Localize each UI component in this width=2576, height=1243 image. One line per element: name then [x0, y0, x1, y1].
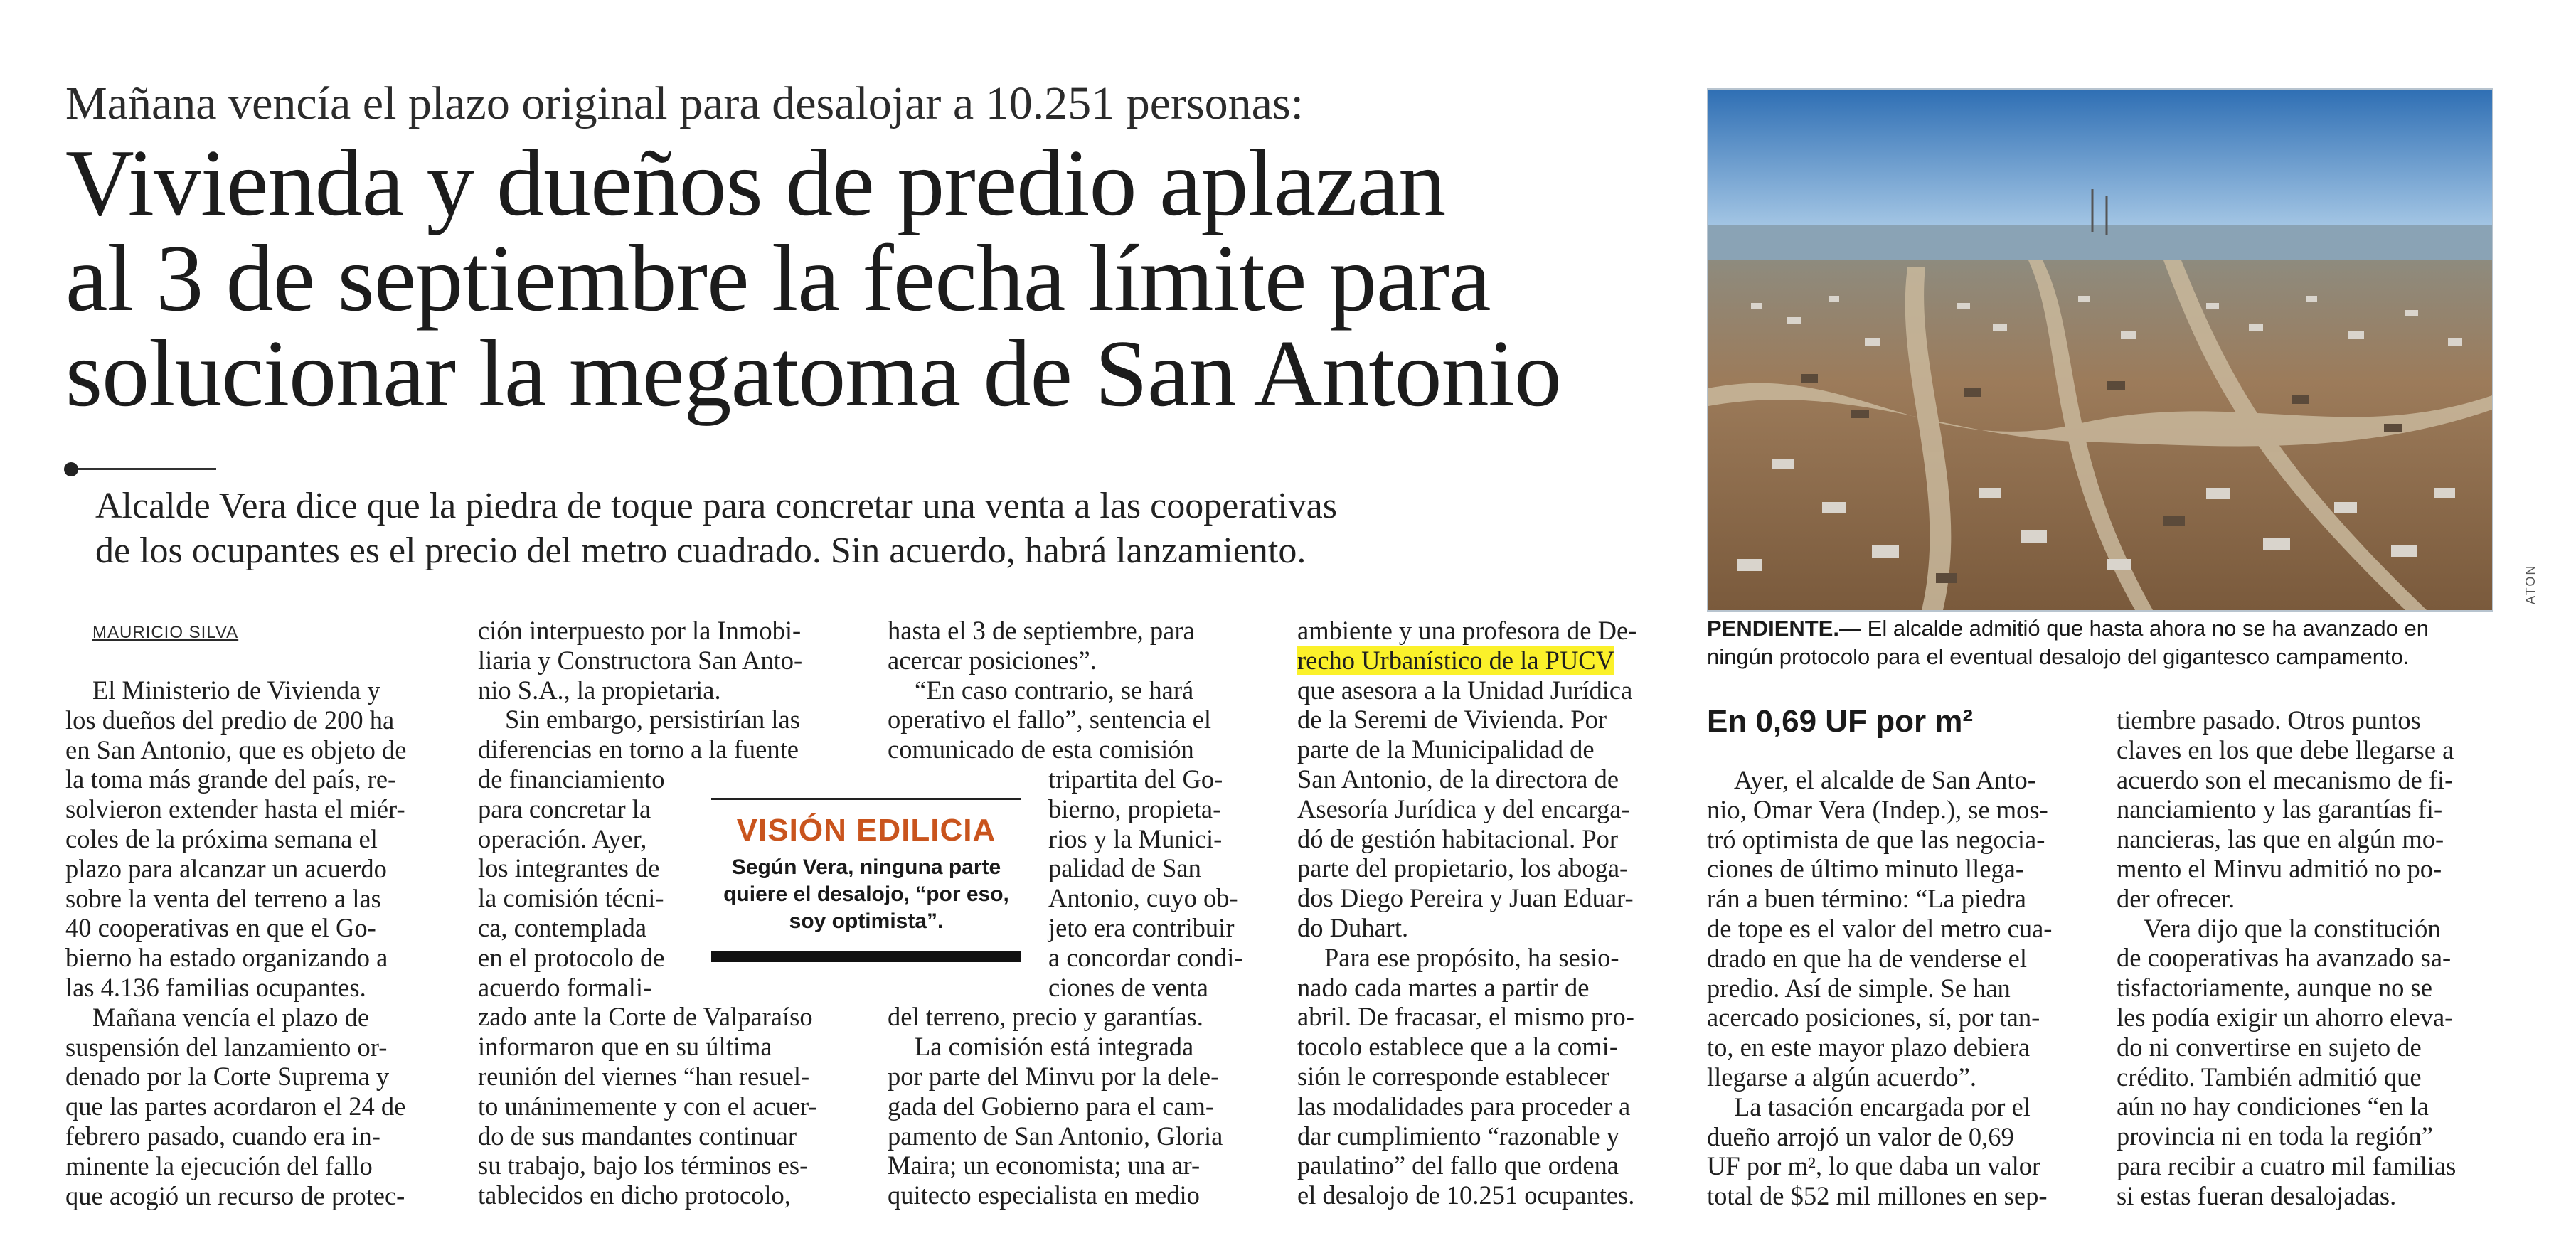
text-line: quitecto especialista en medio: [888, 1180, 1200, 1210]
text-line: gada del Gobierno para el cam-: [888, 1091, 1215, 1121]
text-line: dueño arrojó un valor de 0,69: [1707, 1121, 2014, 1151]
caption-label: PENDIENTE.—: [1707, 616, 1862, 641]
text-line: paulatino” del fallo que ordena: [1297, 1151, 1619, 1180]
text-line: nancieras, las que en algún mo-: [2117, 824, 2444, 854]
text-line: a concordar condi-: [1048, 942, 1243, 972]
text-line: nado cada martes a partir de: [1297, 972, 1590, 1002]
column-6: [2117, 705, 2493, 1211]
text-line: minente la ejecución del fallo: [65, 1151, 373, 1180]
pull-quote-title: VISIÓN EDILICIA: [736, 813, 996, 848]
column-4: [1297, 616, 1674, 1210]
text-line: to unánimemente y con el acuer-: [478, 1091, 817, 1121]
pull-quote: [711, 798, 1021, 962]
column-1: [65, 676, 441, 1210]
text-line: Maira; un economista; una ar-: [888, 1151, 1201, 1180]
text-line: nio, Omar Vera (Indep.), se mos-: [1707, 794, 2048, 824]
text-line: el desalojo de 10.251 ocupantes.: [1297, 1180, 1635, 1210]
text-line: acercar posiciones”.: [888, 645, 1097, 675]
pull-quote-text: [711, 854, 1021, 935]
text-line: sobre la venta del terreno a las: [65, 883, 381, 913]
text-line: dó de gestión habitacional. Por: [1297, 823, 1619, 853]
text-line: La tasación encargada por el: [1734, 1092, 2031, 1121]
text-line: tisfactoriamente, aunque no se: [2117, 973, 2432, 1003]
text-line: suspensión del lanzamiento or-: [65, 1032, 388, 1062]
text-line: acuerdo son el mecanismo de fi-: [2117, 764, 2454, 794]
text-line: sión le corresponde establecer: [1297, 1061, 1609, 1091]
headline-line: al 3 de septiembre la fecha límite para: [65, 225, 1491, 331]
text-line-highlighted: [1297, 646, 1674, 676]
text-line: mento el Minvu admitió no po-: [2117, 853, 2442, 883]
caption-line: [1707, 614, 2491, 643]
text-line: do ni convertirse en sujeto de: [2117, 1032, 2422, 1062]
text-line: en San Antonio, que es objeto de: [65, 735, 407, 764]
aerial-photo: [1707, 88, 2493, 612]
text-line: zado ante la Corte de Valparaíso: [478, 1002, 813, 1032]
text-line: der ofrecer.: [2117, 883, 2235, 913]
text-line: de financiamiento: [478, 764, 665, 794]
text-line: drado en que ha de venderse el: [1707, 943, 2027, 973]
deck-bullet: [64, 462, 78, 476]
pull-quote-bottom-rule: [711, 951, 1021, 962]
text-line: en el protocolo de: [478, 942, 665, 972]
text-line: tablecidos en dicho protocolo,: [478, 1180, 791, 1210]
text-line: la comisión técni-: [478, 883, 664, 913]
text-line: de tope es el valor del metro cua-: [1707, 913, 2053, 943]
text-line: la toma más grande del país, re-: [65, 764, 397, 794]
text-line: solvieron extender hasta el miér-: [65, 794, 405, 824]
text-line: Para ese propósito, ha sesio-: [1324, 942, 1619, 972]
text-line: predio. Así de simple. Se han: [1707, 973, 2011, 1003]
text-line: ción interpuesto por la Inmobi-: [478, 616, 802, 645]
text-line: de la Seremi de Vivienda. Por: [1297, 705, 1607, 735]
text-line: los integrantes de: [478, 853, 660, 883]
text-line: tiembre pasado. Otros puntos: [2117, 705, 2421, 735]
text-line: liaria y Constructora San Anto-: [478, 645, 803, 675]
text-line: llegarse a algún acuerdo”.: [1707, 1062, 1976, 1092]
text-line: San Antonio, de la directora de: [1297, 764, 1619, 794]
text-line: crédito. También admitió que: [2117, 1062, 2422, 1092]
text-line: bierno, propieta-: [1048, 794, 1222, 823]
text-line: total de $52 mil millones en sep-: [1707, 1181, 2048, 1211]
caption-line: ningún protocolo para el eventual desalojo del gigantesco campamento.: [1707, 644, 2410, 669]
text-line: los dueños del predio de 200 ha: [65, 705, 395, 735]
text-line: tocolo establece que a la comi-: [1297, 1032, 1618, 1062]
text-line: claves en los que debe llegarse a: [2117, 735, 2454, 764]
text-line: “En caso contrario, se hará: [915, 675, 1194, 705]
text-line: ciones de último minuto llega-: [1707, 854, 2025, 884]
text-line: do Duhart.: [1297, 912, 1409, 942]
kicker: Mañana vencía el plazo original para desalojar a 10.251 personas:: [65, 78, 1304, 129]
text-line: informaron que en su última: [478, 1032, 772, 1062]
text-line: to, en este mayor plazo debiera: [1707, 1033, 2031, 1062]
text-line: abril. De fracasar, el mismo pro-: [1297, 1002, 1634, 1032]
pull-quote-line: Según Vera, ninguna parte: [731, 855, 1001, 879]
text-line: rán a buen término: “La piedra: [1707, 884, 2026, 914]
text-line: comunicado de esta comisión: [888, 735, 1194, 764]
text-line: coles de la próxima semana el: [65, 823, 378, 853]
text-line: El Ministerio de Vivienda y: [92, 676, 380, 705]
photo-caption: [1707, 614, 2491, 671]
text-line: les podía exigir un ahorro eleva-: [2117, 1002, 2454, 1032]
text-line: palidad de San: [1048, 853, 1201, 883]
headline: [65, 130, 1744, 426]
text-line: hasta el 3 de septiembre, para: [888, 616, 1195, 645]
byline: MAURICIO SILVA: [92, 623, 239, 642]
text-line: La comisión está integrada: [915, 1032, 1194, 1062]
column-5: [1707, 765, 2084, 1211]
photo-credit: ATON: [2523, 564, 2538, 604]
text-line: para concretar la: [478, 794, 651, 823]
text-line: que acogió un recurso de protec-: [65, 1180, 405, 1210]
text-line: su trabajo, bajo los términos es-: [478, 1151, 809, 1180]
deck: [95, 484, 1724, 573]
headline-line: Vivienda y dueños de predio aplazan: [65, 130, 1446, 235]
text-line: plazo para alcanzar un acuerdo: [65, 853, 387, 883]
pull-quote-top-rule: [711, 798, 1021, 800]
text-line: de cooperativas ha avanzado sa-: [2117, 943, 2452, 973]
deck-line: Alcalde Vera dice que la piedra de toque para concretar una venta a las cooperativas: [95, 486, 1337, 526]
text-line: operativo el fallo”, sentencia el: [888, 705, 1212, 735]
pull-quote-line: quiere el desalojo, “por eso,: [723, 882, 1009, 906]
text-line: aún no hay condiciones “en la: [2117, 1092, 2429, 1121]
text-line: del terreno, precio y garantías.: [888, 1002, 1203, 1032]
text-line: las modalidades para proceder a: [1297, 1091, 1631, 1121]
text-line: para recibir a cuatro mil familias: [2117, 1151, 2457, 1180]
text-line: rios y la Munici-: [1048, 823, 1223, 853]
text-line: acercado posiciones, sí, por tan-: [1707, 1003, 2040, 1033]
text-line: nio S.A., la propietaria.: [478, 675, 721, 705]
text-line: dar cumplimiento “razonable y: [1297, 1121, 1620, 1151]
text-line: denado por la Corte Suprema y: [65, 1062, 390, 1092]
pull-quote-line: soy optimista”.: [789, 909, 944, 933]
caption-text: El alcalde admitió que hasta ahora no se ha avanzado en: [1867, 616, 2429, 641]
text-line: ambiente y una profesora de De-: [1297, 616, 1637, 645]
text-line: las 4.136 familias ocupantes.: [65, 972, 366, 1002]
text-line: tró optimista de que las negocia-: [1707, 824, 2045, 854]
highlight: recho Urbanístico de la PUCV: [1297, 645, 1615, 675]
text-line: que asesora a la Unidad Jurídica: [1297, 675, 1633, 705]
text-line: que las partes acordaron el 24 de: [65, 1092, 406, 1121]
text-line: si estas fueran desalojadas.: [2117, 1180, 2397, 1210]
headline-line: solucionar la megatoma de San Antonio: [65, 321, 1561, 426]
text-line: Asesoría Jurídica y del encarga-: [1297, 794, 1630, 823]
text-line: por parte del Minvu por la dele-: [888, 1061, 1220, 1091]
text-line: ca, contemplada: [478, 912, 647, 942]
text-line: UF por m², lo que daba un valor: [1707, 1151, 2041, 1181]
text-line: do de sus mandantes continuar: [478, 1121, 797, 1151]
text-line: Antonio, cuyo ob-: [1048, 883, 1238, 913]
text-line: nanciamiento y las garantías fi-: [2117, 794, 2443, 824]
text-line: Mañana vencía el plazo de: [92, 1002, 370, 1032]
text-line: 40 cooperativas en que el Go-: [65, 913, 376, 943]
text-line: parte de la Municipalidad de: [1297, 735, 1595, 764]
subhead: En 0,69 UF por m²: [1707, 704, 1974, 739]
text-line: tripartita del Go-: [1048, 764, 1223, 794]
text-line: dos Diego Pereira y Juan Eduar-: [1297, 883, 1634, 913]
text-line: provincia ni en toda la región”: [2117, 1121, 2433, 1151]
text-line: acuerdo formali-: [478, 972, 652, 1002]
photo-illustration: [1708, 90, 2492, 610]
text-line: bierno ha estado organizando a: [65, 943, 388, 973]
text-line: Ayer, el alcalde de San Anto-: [1734, 765, 2036, 794]
text-line: jeto era contribuir: [1048, 912, 1235, 942]
text-line: operación. Ayer,: [478, 823, 647, 853]
text-line: ciones de venta: [1048, 972, 1208, 1002]
text-line: Vera dijo que la constitución: [2144, 913, 2441, 943]
text-line: pamento de San Antonio, Gloria: [888, 1121, 1223, 1151]
text-line: reunión del viernes “han resuel-: [478, 1061, 810, 1091]
text-line: febrero pasado, cuando era in-: [65, 1121, 380, 1151]
deck-rule: [65, 468, 216, 470]
text-line: Sin embargo, persistirían las: [505, 705, 800, 735]
deck-line: de los ocupantes es el precio del metro cuadrado. Sin acuerdo, habrá lanzamiento.: [95, 530, 1306, 571]
text-line: diferencias en torno a la fuente: [478, 735, 799, 764]
text-line: parte del propietario, los aboga-: [1297, 853, 1629, 883]
